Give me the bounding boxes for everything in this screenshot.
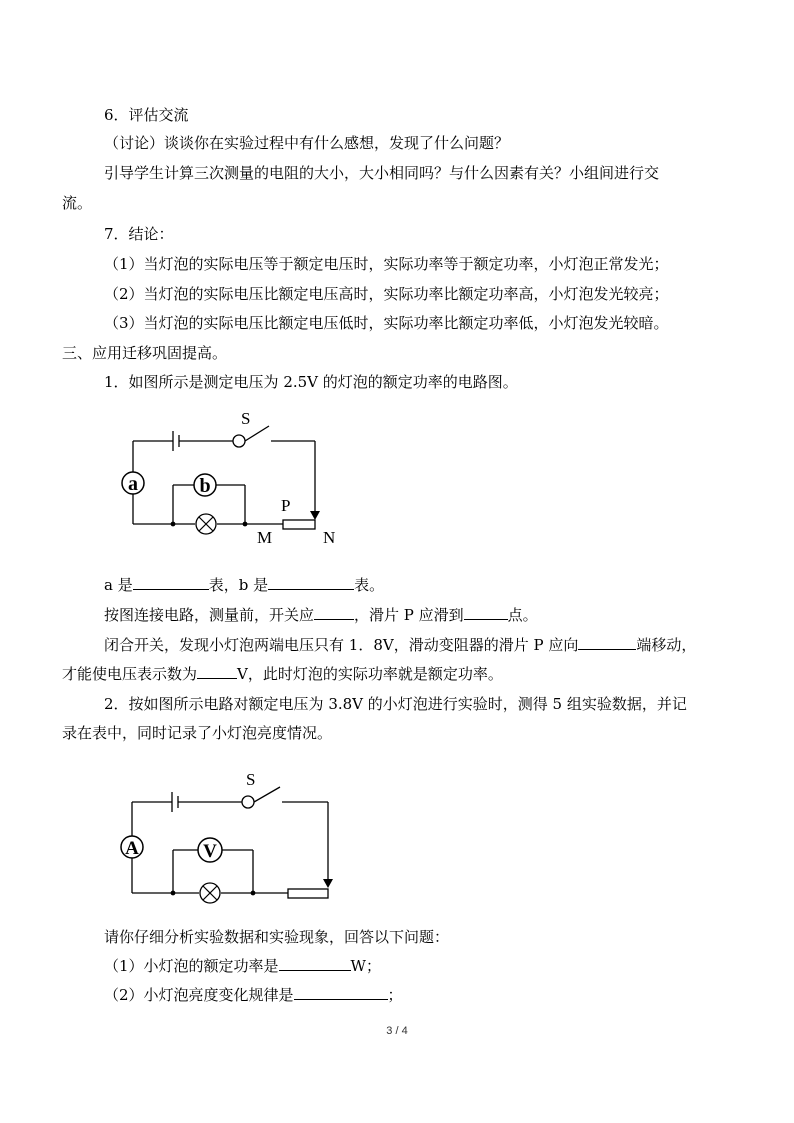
discussion-paragraph: （讨论）谈谈你在实验过程中有什么感想，发现了什么问题？: [104, 134, 510, 152]
end-n-label: N: [323, 528, 336, 547]
page-number: 3 / 4: [386, 1025, 408, 1037]
q1-line3-b: 端移动，: [636, 636, 697, 654]
meter-b-label: b: [199, 475, 211, 497]
switch-label: S: [246, 770, 256, 789]
blank-meter-a[interactable]: [133, 575, 209, 590]
section7-heading: 7．结论：: [104, 225, 174, 243]
q1-line3-a: 闭合开关，发现小灯泡两端电压只有 1．8V，滑动变阻器的滑片 P 应向: [104, 636, 579, 654]
end-m-label: M: [257, 528, 273, 547]
meter-a-label: a: [128, 473, 138, 495]
blank-switch-state[interactable]: [314, 605, 354, 620]
conclusion-1: （1）当灯泡的实际电压等于额定电压时，实际功率等于额定功率，小灯泡正常发光；: [104, 255, 669, 273]
q1-line1: [104, 575, 384, 595]
q1-line1-c: 表。: [354, 576, 385, 594]
blank-rated-power[interactable]: [279, 956, 351, 971]
q1-line2-a: 按图连接电路，测量前，开关应: [104, 606, 315, 624]
switch-label: S: [241, 409, 251, 428]
q1-line3: [104, 635, 696, 655]
q1-intro: 1．如图所示是测定电压为 2.5V 的灯泡的额定功率的电路图。: [104, 373, 518, 391]
q2-sub2: [104, 985, 403, 1005]
q1-line4-a: 才能使电压表示数为: [62, 665, 198, 683]
conclusion-3: （3）当灯泡的实际电压比额定电压低时，实际功率比额定功率低，小灯泡发光较暗。: [104, 314, 669, 332]
q2-sub2-a: （2）小灯泡亮度变化规律是: [104, 986, 294, 1004]
q1-line4: [62, 664, 503, 684]
q2-sub1-a: （1）小灯泡的额定功率是: [104, 957, 279, 975]
circuit-diagram-1: [105, 398, 355, 553]
q2-sub2-b: ；: [387, 986, 403, 1004]
q2-intro-line1: 2．按如图所示电路对额定电压为 3.8V 的小灯泡进行实验时，测得 5 组实验数据，并记: [104, 695, 687, 713]
voltmeter-label: V: [203, 841, 217, 862]
switch-pivot-icon: [233, 435, 245, 447]
guidance-paragraph-line2: 流。: [62, 194, 93, 212]
switch-pivot-icon: [242, 796, 254, 808]
section6-heading: 6．评估交流: [104, 106, 189, 124]
q1-line2-c: 点。: [507, 606, 538, 624]
blank-slider-direction[interactable]: [578, 635, 636, 650]
guidance-paragraph-line1: 引导学生计算三次测量的电阻的大小，大小相同吗？与什么因素有关？小组间进行交: [104, 164, 660, 182]
q1-line2-b: ，滑片 P 应滑到: [354, 606, 464, 624]
blank-brightness-rule[interactable]: [294, 985, 388, 1000]
q2-ask: 请你仔细分析实验数据和实验现象，回答以下问题：: [104, 928, 450, 946]
ammeter-label: A: [125, 838, 139, 859]
q2-sub1: [104, 956, 381, 976]
q1-line1-a: a 是: [104, 576, 133, 594]
section3-heading: 三、应用迁移巩固提高。: [62, 344, 228, 362]
lamp-icon: [196, 514, 216, 534]
q2-intro-line2: 录在表中，同时记录了小灯泡亮度情况。: [62, 724, 333, 742]
blank-slider-position[interactable]: [464, 605, 508, 620]
blank-meter-b[interactable]: [268, 575, 354, 590]
q1-line1-b: 表，b 是: [208, 576, 269, 594]
slider-label: P: [281, 496, 291, 515]
conclusion-2: （2）当灯泡的实际电压比额定电压高时，实际功率比额定功率高，小灯泡发光较亮；: [104, 285, 669, 303]
circuit-diagram-2: [110, 762, 350, 912]
blank-voltage[interactable]: [197, 664, 237, 679]
q2-sub1-b: W；: [350, 957, 381, 975]
q1-line4-b: V，此时灯泡的实际功率就是额定功率。: [237, 665, 503, 683]
lamp-icon: [200, 883, 220, 903]
q1-line2: [104, 605, 538, 625]
